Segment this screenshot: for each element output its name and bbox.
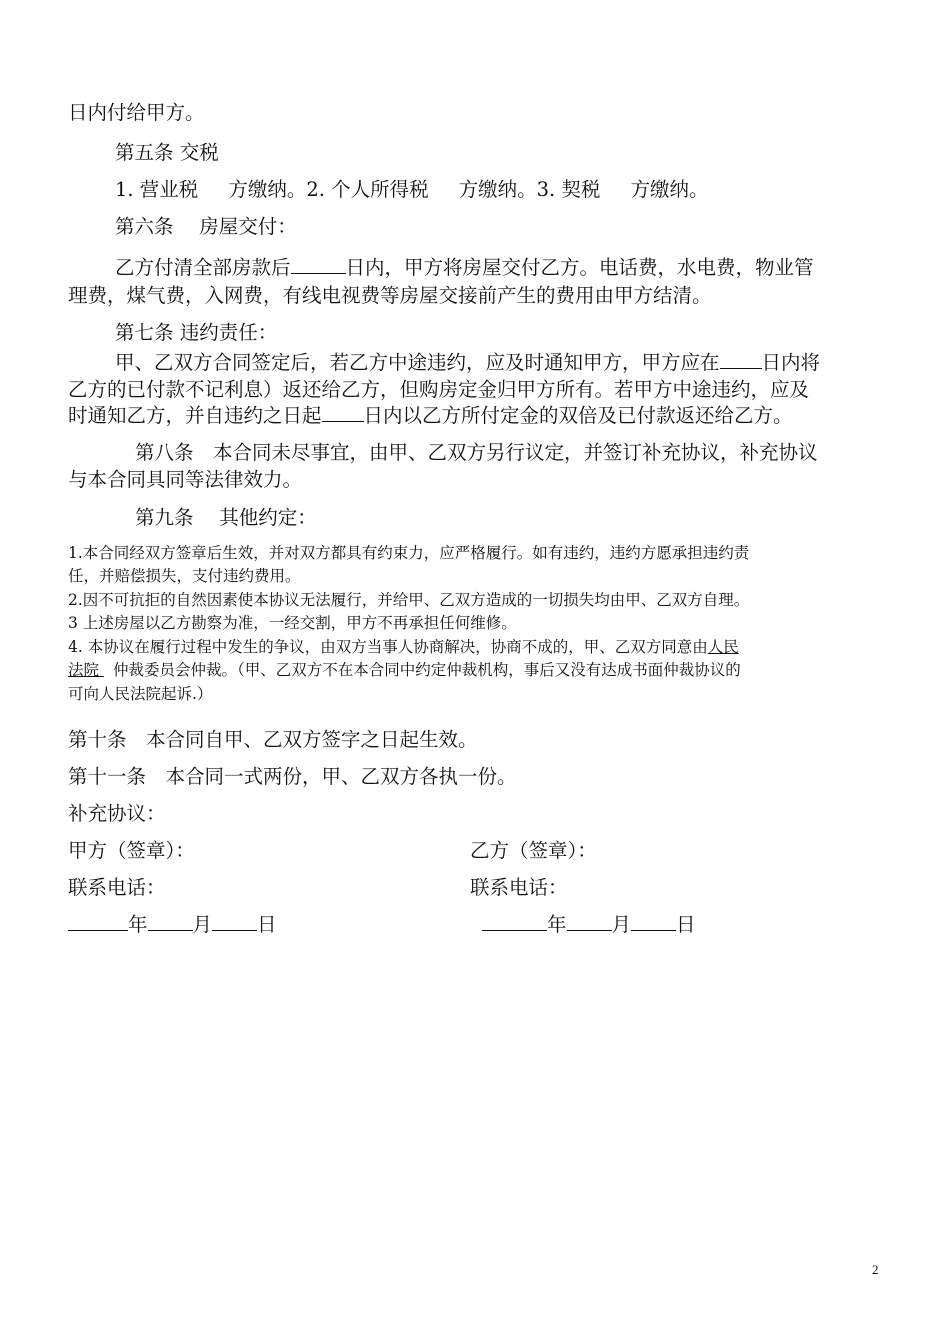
party-b-date xyxy=(482,910,696,940)
article-9-item-2: 2.因不可抗拒的自然因素使本协议无法履行，并给甲、乙双方造成的一切损失均由甲、乙双方自理。 xyxy=(68,591,750,609)
article-7-line-2: 乙方的已付款不记利息）返还给乙方，但购房定金归甲方所有。若甲方中途违约，应及 xyxy=(68,378,810,401)
article-7-text-b: 日内将 xyxy=(761,351,821,374)
article-7-text-d: 日内以乙方所付定金的双倍及已付款返还给乙方。 xyxy=(363,404,793,427)
article-7-title: 第七条 违约责任： xyxy=(115,321,278,344)
item-4-text-a: 4. 本协议在履行过程中发生的争议，由双方当事人协商解决，协商不成的，甲、乙双方同意由 xyxy=(68,638,708,656)
day-blank xyxy=(212,911,257,931)
article-9-item-4-line-2 xyxy=(68,660,882,681)
party-a-date xyxy=(68,910,277,940)
article-5-title: 第五条 交税 xyxy=(115,141,219,164)
article-7-text-c: 时通知乙方，并自违约之日起 xyxy=(68,404,322,427)
party-a-signature: 甲方（签章）： xyxy=(68,839,195,862)
month-label: 月 xyxy=(192,913,213,936)
article-9-item-1-line-1: 1.本合同经双方签章后生效，并对双方都具有约束力，应严格履行。如有违约，违约方愿承担违约责 xyxy=(68,544,750,562)
year-blank xyxy=(482,911,547,931)
party-a-phone: 联系电话： xyxy=(68,876,166,899)
tax-end-label: 方缴纳。 xyxy=(630,178,709,201)
article-7-line-1 xyxy=(115,348,882,378)
article-6-title: 第六条 房屋交付： xyxy=(115,215,297,238)
month-blank xyxy=(567,911,612,931)
article-6-line-1 xyxy=(115,253,882,283)
article-8-line-2: 与本合同具同等法律效力。 xyxy=(68,468,303,491)
article-5-taxes xyxy=(115,175,929,205)
article-8-line-1: 第八条 本合同未尽事宜，由甲、乙双方另行议定，并签订补充协议，补充协议 xyxy=(135,441,818,464)
month-label: 月 xyxy=(611,913,632,936)
article-9-item-3: 3 上述房屋以乙方勘察为准，一经交割，甲方不再承担任何维修。 xyxy=(68,614,517,632)
penalty-days-blank xyxy=(322,402,364,422)
article-9-item-4-line-3: 可向人民法院起诉.） xyxy=(68,685,213,703)
party-b-signature: 乙方（签章）： xyxy=(470,839,597,862)
article-6-line-2: 理费，煤气费，入网费，有线电视费等房屋交接前产生的费用由甲方结清。 xyxy=(68,284,712,307)
refund-days-blank xyxy=(720,349,762,369)
continuation-line: 日内付给甲方。 xyxy=(68,101,205,124)
tax-business-label: 1. 营业税 xyxy=(115,178,199,201)
article-9-item-1-line-2: 任，并赔偿损失，支付违约费用。 xyxy=(68,567,301,585)
month-blank xyxy=(148,911,193,931)
supplement-label: 补充协议： xyxy=(68,802,166,825)
year-blank xyxy=(68,911,128,931)
page-number: 2 xyxy=(872,1262,879,1277)
year-label: 年 xyxy=(547,913,567,936)
party-b-phone: 联系电话： xyxy=(470,876,568,899)
day-label: 日 xyxy=(257,913,277,936)
item-4-text-b: 仲裁委员会仲裁。（甲、乙双方不在本合同中约定仲裁机构，事后又没有达成书面仲裁协议的 xyxy=(113,661,741,679)
year-label: 年 xyxy=(128,913,148,936)
article-11: 第十一条 本合同一式两份，甲、乙双方各执一份。 xyxy=(68,765,517,788)
court-name-part-2: 法院 xyxy=(68,661,100,679)
article-6-text-b: 日内，甲方将房屋交付乙方。电话费，水电费，物业管 xyxy=(345,256,814,279)
tax-deed-label: 方缴纳。3. 契税 xyxy=(458,178,601,201)
article-6-text-a: 乙方付清全部房款后 xyxy=(115,256,291,279)
article-7-text-a: 甲、乙双方合同签定后，若乙方中途违约，应及时通知甲方，甲方应在 xyxy=(115,351,720,374)
day-label: 日 xyxy=(676,913,696,936)
article-10: 第十条 本合同自甲、乙双方签字之日起生效。 xyxy=(68,728,478,751)
article-7-line-3 xyxy=(68,401,882,431)
article-9-item-4-line-1 xyxy=(68,637,882,658)
day-blank xyxy=(631,911,676,931)
days-blank xyxy=(291,254,346,274)
article-9-title: 第九条 其他约定： xyxy=(135,506,317,529)
tax-income-label: 方缴纳。2. 个人所得税 xyxy=(228,178,429,201)
court-name-part-1: 人民 xyxy=(707,638,739,656)
